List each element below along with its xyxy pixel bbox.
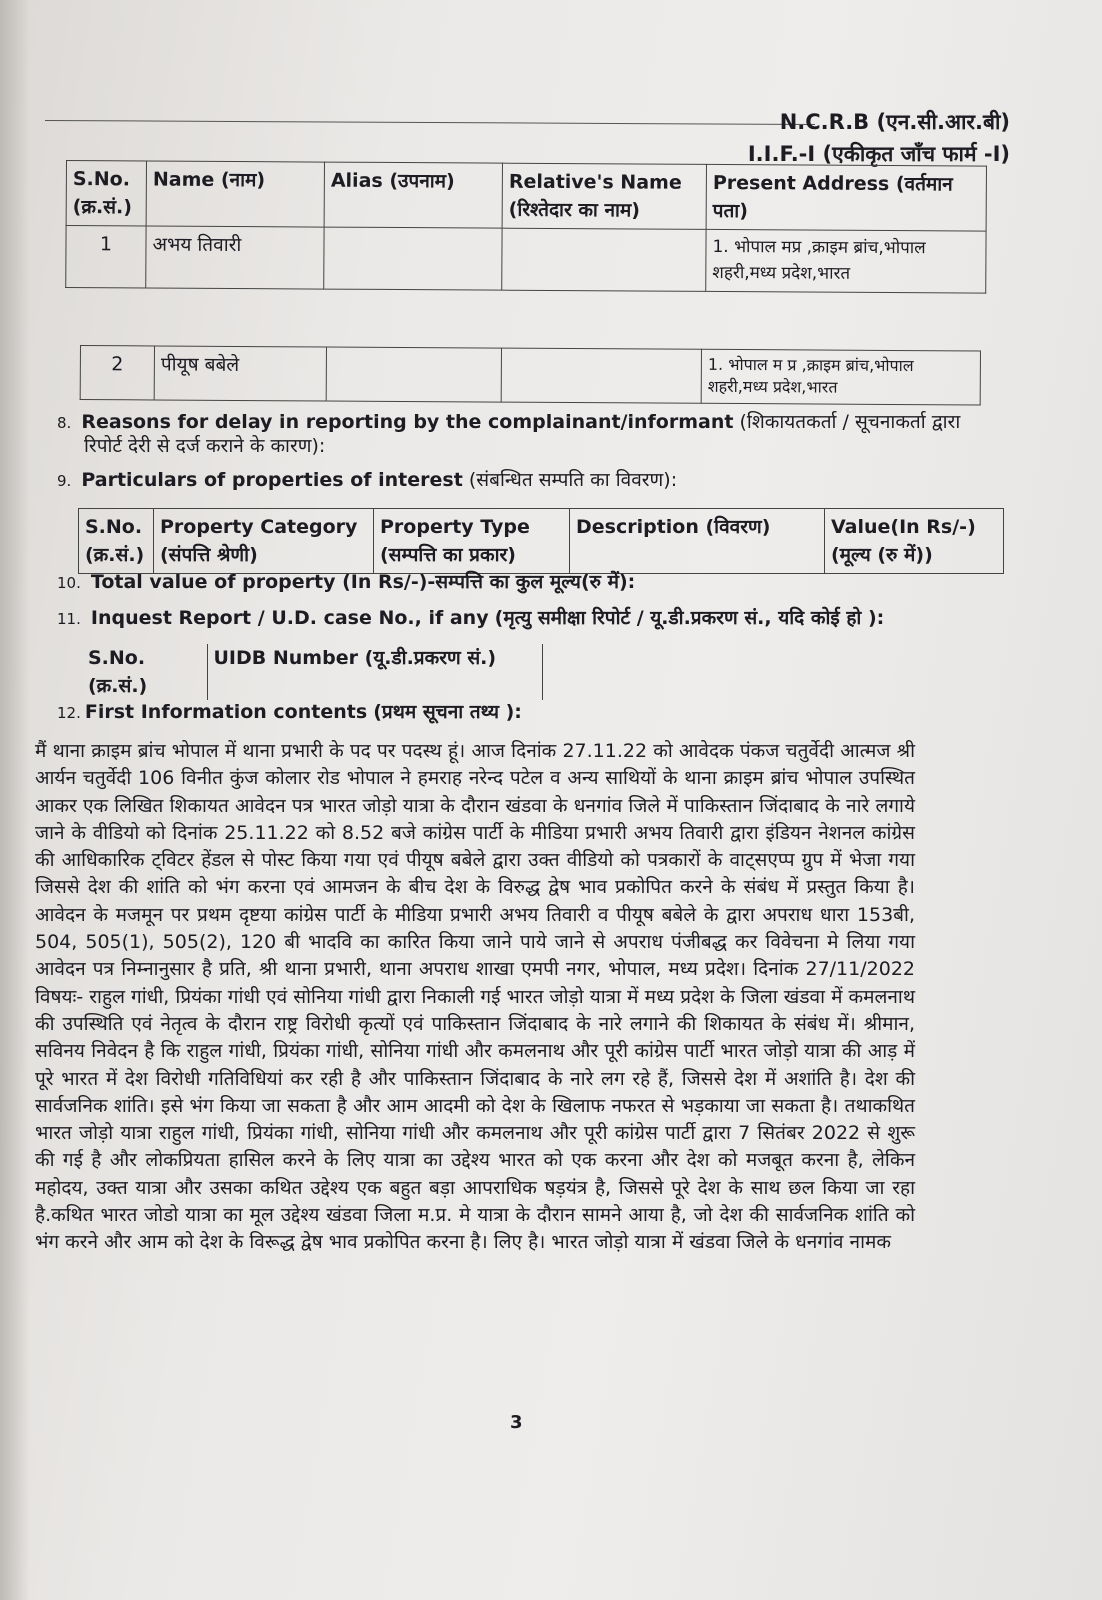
section-10-label: Total value of property (In Rs/-) bbox=[90, 571, 428, 593]
section-12: 12. First Information contents (प्रथम सूचना तथ्य ): bbox=[57, 701, 522, 723]
section-9-hindi: (संबन्धित सम्पति का विवरण): bbox=[468, 469, 678, 491]
page-edge-shadow bbox=[0, 0, 30, 1600]
section-8: 8. Reasons for delay in reporting by the complainant/informant (शिकायतकर्ता / सूचनाकर्ता द्वारा bbox=[57, 411, 961, 433]
col-uidb: UIDB Number (यू.डी.प्रकरण सं.) bbox=[207, 644, 542, 700]
row-sno: 1 bbox=[66, 226, 146, 288]
accused-table bbox=[65, 160, 987, 294]
section-12-label: First Information contents bbox=[84, 701, 368, 723]
page-number: 3 bbox=[510, 1412, 523, 1433]
property-table bbox=[78, 508, 1004, 574]
row-sno: 2 bbox=[80, 346, 154, 400]
header-rule bbox=[45, 120, 815, 125]
first-information-text: मैं थाना क्राइम ब्रांच भोपाल में थाना प्रभारी के पद पर पदस्थ हूं। आज दिनांक 27.11.22 को आवेदक पंकज चतुर्वेदी आत्मज श्री आर्यन चतुर्वेदी 106 विनीत कुंज कोलार रोड भोपाल ने हमराह नरेन्द पटेल व अन्य साथियों के थाना क्राइम ब्रांच भोपाल उपस्थित आकर एक लिखित शिकायत आवेदन पत्र भारत जोड़ो यात्रा के दौरान खंडवा के धनगांव जिले में पाकिस्तान जिंदाबाद के नारे लगाये जाने के वीडियो को दिनांक 25.11.22 को 8.52 बजे कांग्रेस पार्टी के मीडिया प्रभारी अभय तिवारी द्वारा इंडियन नेशनल कांग्रेस की आधिकारिक ट्विटर हेंडल से पोस्ट किया गया एवं पीयूष बबेले द्वारा उक्त वीडियो को पत्रकारों के वाट्सएप्प ग्रुप में भेजा गया जिससे देश की शांति को भंग करना एवं आमजन के बीच देश के विरुद्ध द्वेष भाव प्रकोपित करने के संबंध में प्रस्तुत किया है। आवेदन के मजमून पर प्रथम दृष्टया कांग्रेस पार्टी के मीडिया प्रभारी अभय तिवारी व पीयूष बबेले के द्वारा अपराध धारा 153बी, 504, 505(1), 505(2), 120 बी भादवि का कारित किया जाने पाये जाने से अपराध पंजीबद्ध कर विवेचना मे लिया गया आवेदन पत्र निम्नानुसार है प्रति, श्री थाना प्रभारी, थाना अपराध शाखा एमपी नगर, भोपाल, मध्य प्रदेश। दिनांक 27/11/2022 विषयः- राहुल गांधी, प्रियंका गांधी एवं सोनिया गांधी द्वारा निकाली गई भारत जोड़ो यात्रा में मध्य प्रदेश के जिला खंडवा में कमलनाथ की उपस्थिति एवं नेतृत्व के दौरान राष्ट्र विरोधी कृत्यों एवं पाकिस्तान जिंदाबाद के नारे लगाने की शिकायत के संबंध में। श्रीमान, सविनय निवेदन है कि राहुल गांधी, प्रियंका गांधी, सोनिया गांधी और कमलनाथ और पूरी कांग्रेस पार्टी भारत जोड़ो यात्रा की आड़ में पूरे भारत में देश विरोधी गतिविधियां कर रही है और पाकिस्तान जिंदाबाद के नारे लग रहे हैं, जिससे देश में अशांति है। देश की सार्वजनिक शांति। इसे भंग किया जा सकता है और आम आदमी को देश के खिलाफ नफरत से भड़काया जा सकता है। तथाकथित भारत जोड़ो यात्रा राहुल गांधी, प्रियंका गांधी, सोनिया गांधी और कमलनाथ और पूरी कांग्रेस पार्टी द्वारा 7 सितंबर 2022 से शुरू की गई है और लोकप्रियता हासिल करने के लिए यात्रा का उद्देश्य भारत को एक करना और देश को मजबूत करना है, लेकिन महोदय, उक्त यात्रा और उसका कथित उद्देश्य एक बहुत बड़ा आपराधिक षड़यंत्र है, जिससे पूरे देश के साथ छल किया जा रहा है.कथित भारत जोडो यात्रा का मूल उद्देश्य खंडवा जिला म.प्र. मे यात्रा के दौरान सामने आया है, जो देश की सार्वजनिक शांति को भंग करने और आम को देश के विरूद्ध द्वेष भाव प्रकोपित करना है। लिए है। भारत जोड़ो यात्रा में खंडवा जिले के धनगांव नामक bbox=[35, 740, 915, 1254]
section-11-hindi: (मृत्यु समीक्षा रिपोर्ट / यू.डी.प्रकरण सं., यदि कोई हो ): bbox=[494, 607, 885, 629]
section-11-label: Inquest Report / U.D. case No., if any bbox=[90, 607, 489, 629]
section-10-hindi: -सम्पत्ति का कुल मूल्य(रु में): bbox=[427, 571, 636, 593]
col-value: Value(In Rs/-) (मूल्य (रु में)) bbox=[825, 509, 1004, 574]
col-relative: Relative's Name (रिश्तेदार का नाम) bbox=[502, 163, 706, 229]
section-12-hindi: (प्रथम सूचना तथ्य ): bbox=[373, 701, 522, 723]
section-8-label: Reasons for delay in reporting by the complainant/informant bbox=[81, 411, 734, 433]
col-category: Property Category (संपत्ति श्रेणी) bbox=[154, 509, 374, 574]
col-sno: S.No. (क्र.सं.) bbox=[66, 161, 146, 226]
table-row bbox=[66, 226, 986, 294]
inquest-table bbox=[82, 644, 543, 700]
row-name: पीयूष बबेले bbox=[154, 346, 326, 401]
row-relative bbox=[502, 228, 706, 291]
col-type: Property Type (सम्पत्ति का प्रकार) bbox=[374, 509, 570, 574]
accused-table-continued bbox=[80, 345, 981, 406]
col-description: Description (विवरण) bbox=[570, 509, 825, 574]
row-alias bbox=[324, 227, 502, 290]
row-address: 1. भोपाल मप्र ,क्राइम ब्रांच,भोपाल शहरी,मध्य प्रदेश,भारत bbox=[706, 229, 986, 293]
table-row bbox=[80, 346, 980, 405]
col-sno: S.No. (क्र.सं.) bbox=[79, 509, 154, 574]
row-relative bbox=[501, 348, 701, 403]
col-sno: S.No. (क्र.सं.) bbox=[82, 644, 207, 700]
iif-form-header: I.I.F.-I (एकीकृत जाँच फार्म -I) bbox=[747, 142, 1010, 166]
col-name: Name (नाम) bbox=[146, 161, 324, 227]
row-address: 1. भोपाल म प्र ,क्राइम ब्रांच,भोपाल शहरी,मध्य प्रदेश,भारत bbox=[701, 349, 980, 405]
section-8-hindi: (शिकायतकर्ता / सूचनाकर्ता द्वारा bbox=[739, 411, 961, 433]
section-9: 9. Particulars of properties of interest (संबन्धित सम्पति का विवरण): bbox=[57, 469, 678, 491]
ncrb-header: N.C.R.B (एन.सी.आर.बी) bbox=[779, 110, 1010, 134]
col-address: Present Address (वर्तमान पता) bbox=[706, 164, 986, 231]
row-alias bbox=[326, 347, 501, 402]
section-9-label: Particulars of properties of interest bbox=[81, 469, 463, 491]
col-alias: Alias (उपनाम) bbox=[324, 162, 502, 228]
row-name: अभय तिवारी bbox=[146, 226, 324, 289]
section-10: 10. Total value of property (In Rs/-)-सम्पत्ति का कुल मूल्य(रु में): bbox=[57, 571, 636, 593]
section-11: 11. Inquest Report / U.D. case No., if any (मृत्यु समीक्षा रिपोर्ट / यू.डी.प्रकरण सं., यदि कोई हो ): bbox=[57, 607, 885, 629]
section-8-line2: रिपोर्ट देरी से दर्ज कराने के कारण): bbox=[84, 435, 326, 457]
